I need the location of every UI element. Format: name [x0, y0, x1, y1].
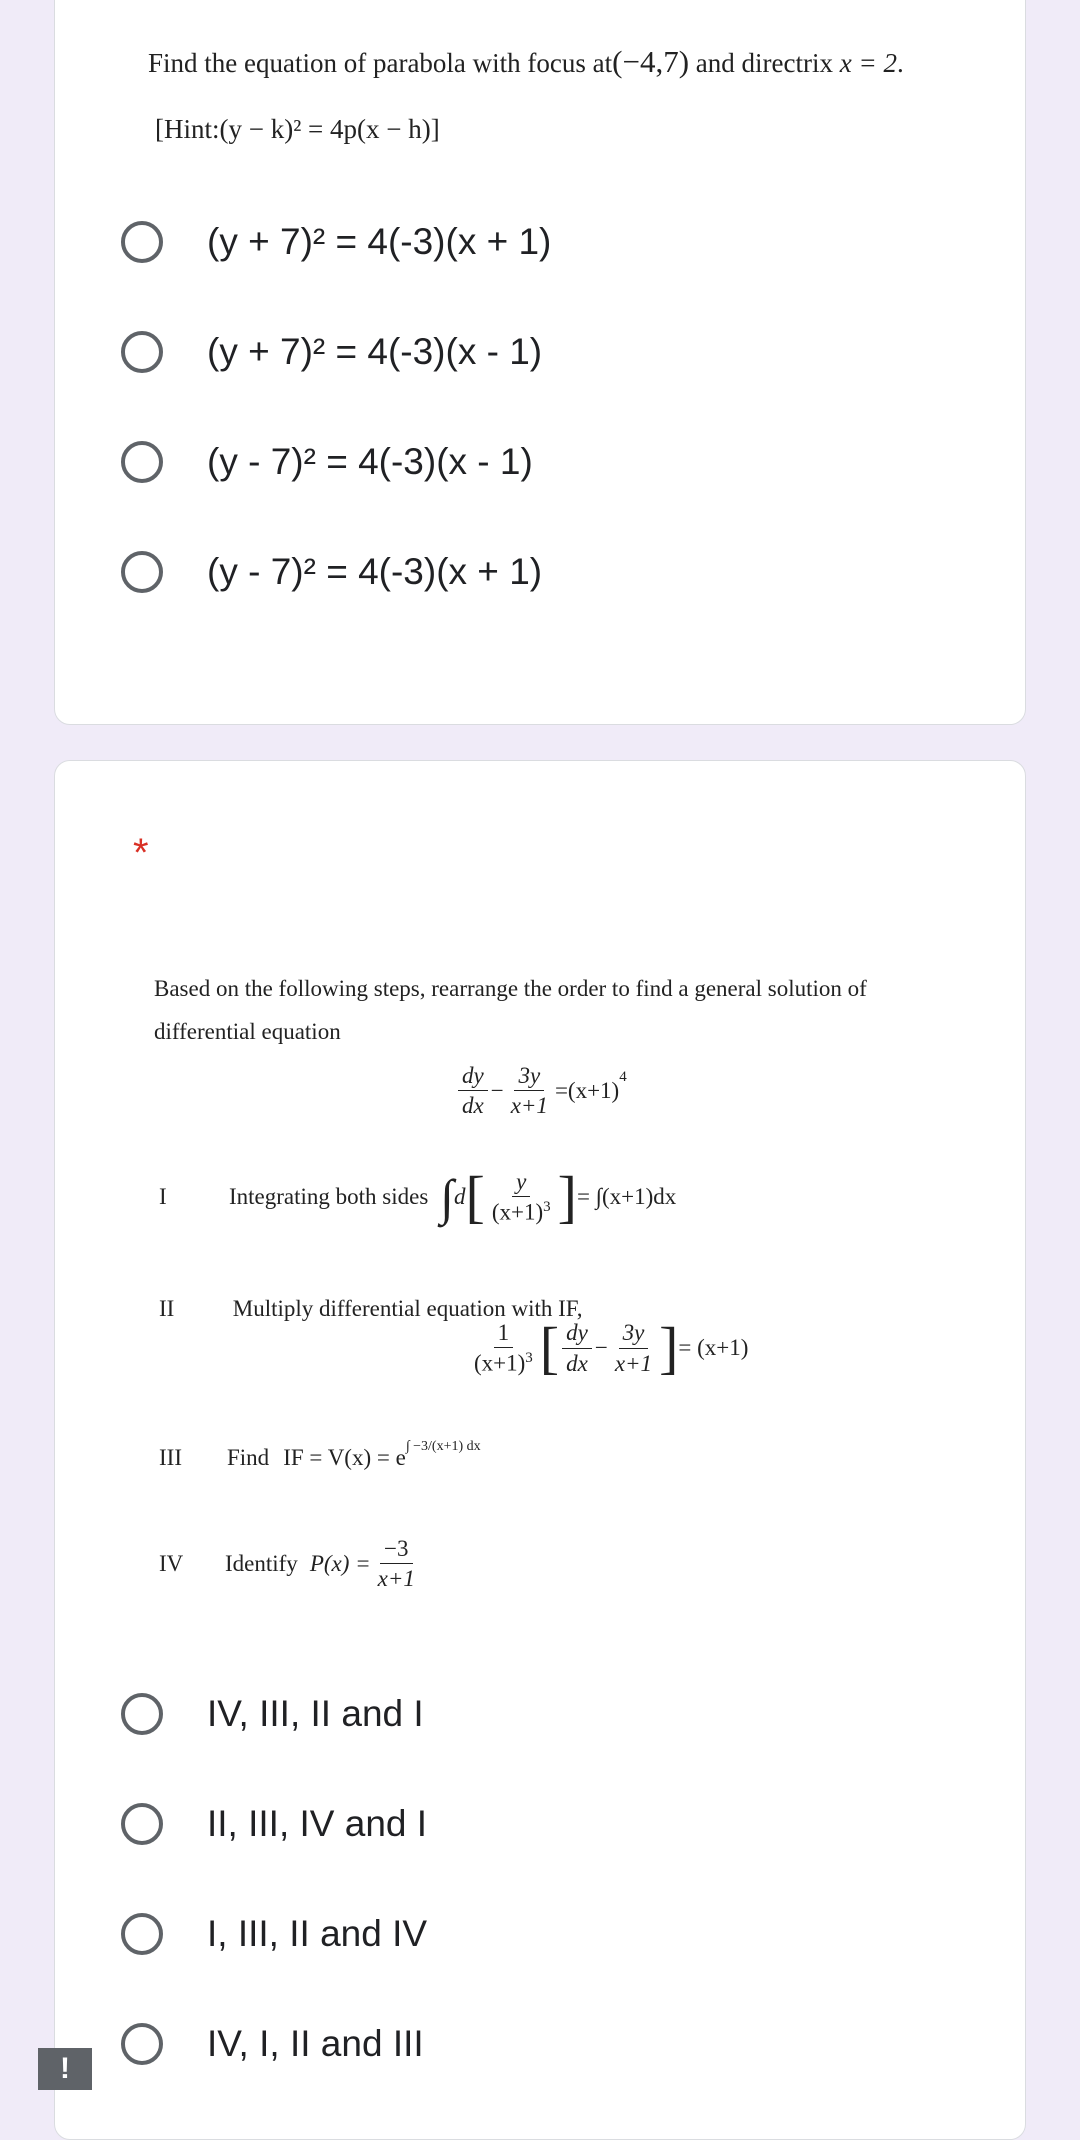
step-III: III Find IF = V(x) = e $^{\int -3/(x+1) dx}$ — [159, 1439, 481, 1470]
option-label: (y - 7)² = 4(-3)(x - 1) — [207, 441, 533, 482]
radio-button[interactable] — [121, 441, 163, 483]
step-I: I Integrating both sides ∫ d [ $\frac{y}{(x+1)^3}$ ] = ∫(x+1)dx — [159, 1164, 677, 1229]
q2-option-2[interactable] — [121, 1794, 427, 1854]
differential-equation: $\frac{dy}{dx}$ − $\frac{3y}{x+1}$ =(x+1) $^4$ — [455, 1063, 627, 1119]
q1-option-4[interactable] — [121, 542, 542, 602]
step-II: II Multiply differential equation with IF, — [159, 1296, 583, 1321]
option-label: IV, I, II and III — [207, 2023, 424, 2064]
question-card-2 — [54, 760, 1026, 2140]
step-II-equation: $\frac{1}{(x+1)^3}$ [ $\frac{dy}{dx}$ − $\frac{3y}{x+1}$ ] = (x+1) — [474, 1315, 749, 1380]
q1-option-1[interactable] — [121, 212, 551, 272]
q1-option-2[interactable] — [121, 322, 542, 382]
radio-button[interactable] — [121, 2023, 163, 2065]
radio-button[interactable] — [121, 221, 163, 263]
question-card-1 — [54, 0, 1026, 725]
required-asterisk: * — [133, 831, 149, 875]
q2-option-3[interactable] — [121, 1904, 427, 1964]
question-2-text-line-2: differential equation — [154, 1019, 341, 1044]
feedback-alert-icon[interactable]: ! — [38, 2048, 92, 2090]
q2-option-4[interactable] — [121, 2014, 424, 2074]
option-label: I, III, II and IV — [207, 1913, 428, 1954]
q1-option-3[interactable] — [121, 432, 533, 492]
option-label: (y - 7)² = 4(-3)(x + 1) — [207, 551, 543, 592]
question-1-text: Find the equation of parabola with focus at(−4,7) and directrix x = 2. — [148, 44, 904, 79]
radio-button[interactable] — [121, 1803, 163, 1845]
radio-button[interactable] — [121, 1693, 163, 1735]
question-2-text-line-1: Based on the following steps, rearrange the order to find a general solution of — [154, 976, 867, 1001]
radio-button[interactable] — [121, 551, 163, 593]
radio-button[interactable] — [121, 331, 163, 373]
option-label: (y + 7)² = 4(-3)(x - 1) — [207, 331, 543, 372]
q2-option-1[interactable] — [121, 1684, 424, 1744]
step-IV: IV Identify P(x) = $\frac{-3}{x+1}$ — [159, 1536, 415, 1592]
option-label: II, III, IV and I — [207, 1803, 428, 1844]
radio-button[interactable] — [121, 1913, 163, 1955]
question-1-hint: [Hint:(y − k)² = 4p(x − h)] — [155, 114, 440, 144]
option-label: (y + 7)² = 4(-3)(x + 1) — [207, 221, 552, 262]
option-label: IV, III, II and I — [207, 1693, 424, 1734]
